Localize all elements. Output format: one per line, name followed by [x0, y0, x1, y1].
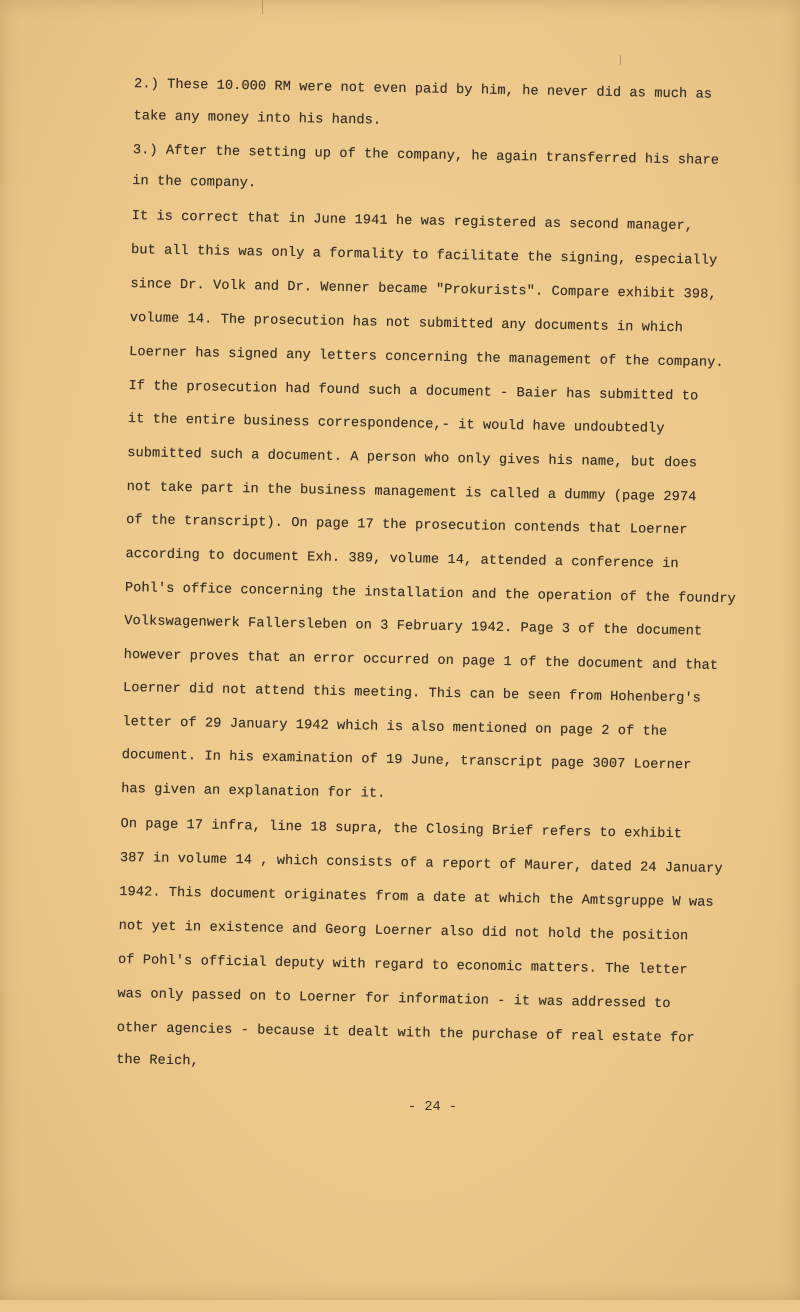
text-line-para-3: according to document Exh. 389, volume 14, attended a conference in	[125, 546, 679, 573]
text-line-para-3: not take part in the business management is called a dummy (page 2974	[126, 480, 697, 506]
text-line-para-3: Pohl's office concerning the installation and the operation of the foundry	[124, 580, 736, 608]
page-number: - 24 -	[408, 1100, 457, 1115]
text-line-para-4: 1942. This document originates from a date at which the Amtsgruppe W was	[119, 884, 714, 911]
text-line-para-3: since Dr. Volk and Dr. Wenner became "Prokurists". Compare exhibit 398,	[130, 277, 717, 303]
text-line-para-3: If the prosecution had found such a document - Baier has submitted to	[128, 379, 699, 405]
text-line-para-4: 387 in volume 14 , which consists of a report of Maurer, dated 24 January	[119, 850, 723, 877]
text-line-para-3: submitted such a document. A person who only gives his name, but does	[127, 446, 698, 472]
text-line-para-4: the Reich,	[116, 1052, 199, 1070]
text-line-para-3: however proves that an error occurred on page 1 of the document and that	[123, 647, 719, 674]
text-line-para-3: letter of 29 January 1942 which is also mentioned on page 2 of the	[122, 714, 668, 740]
text-line-para-3: Loerner did not attend this meeting. This can be seen from Hohenberg's	[122, 680, 702, 707]
text-line-para-4: of Pohl's official deputy with regard to economic matters. The letter	[117, 952, 688, 979]
text-line-para-3: Volkswagenwerk Fallersleben on 3 February 1942. Page 3 of the document	[124, 613, 703, 640]
text-line-para-1: take any money into his hands.	[133, 109, 382, 129]
text-line-para-3: of the transcript). On page 17 the prosecution contends that Loerner	[125, 513, 688, 539]
text-line-para-3: it the entire business correspondence,- it would have undoubtedly	[127, 412, 665, 437]
text-line-para-4: was only passed on to Loerner for information - it was addressed to	[117, 986, 671, 1013]
text-line-para-2: in the company.	[132, 174, 257, 192]
text-line-para-3: volume 14. The prosecution has not submitted any documents in which	[129, 311, 684, 337]
text-line-para-2: 3.) After the setting up of the company, he again transferred his share	[132, 143, 720, 169]
text-line-para-3: has given an explanation for it.	[121, 781, 386, 802]
text-line-para-3: but all this was only a formality to facilitate the signing, especially	[130, 243, 718, 269]
text-line-para-4: other agencies - because it dealt with the purchase of real estate for	[116, 1020, 695, 1047]
text-line-para-3: Loerner has signed any letters concerning the management of the company.	[129, 345, 724, 371]
text-line-para-3: It is correct that in June 1941 he was registered as second manager,	[131, 209, 694, 235]
text-line-para-4: On page 17 infra, line 18 supra, the Closing Brief refers to exhibit	[120, 816, 683, 843]
text-line-para-3: document. In his examination of 19 June, transcript page 3007 Loerner	[121, 747, 692, 774]
text-line-para-1: 2.) These 10.000 RM were not even paid by him, he never did as much as	[133, 77, 713, 103]
text-line-para-4: not yet in existence and Georg Loerner also did not hold the position	[118, 918, 689, 945]
